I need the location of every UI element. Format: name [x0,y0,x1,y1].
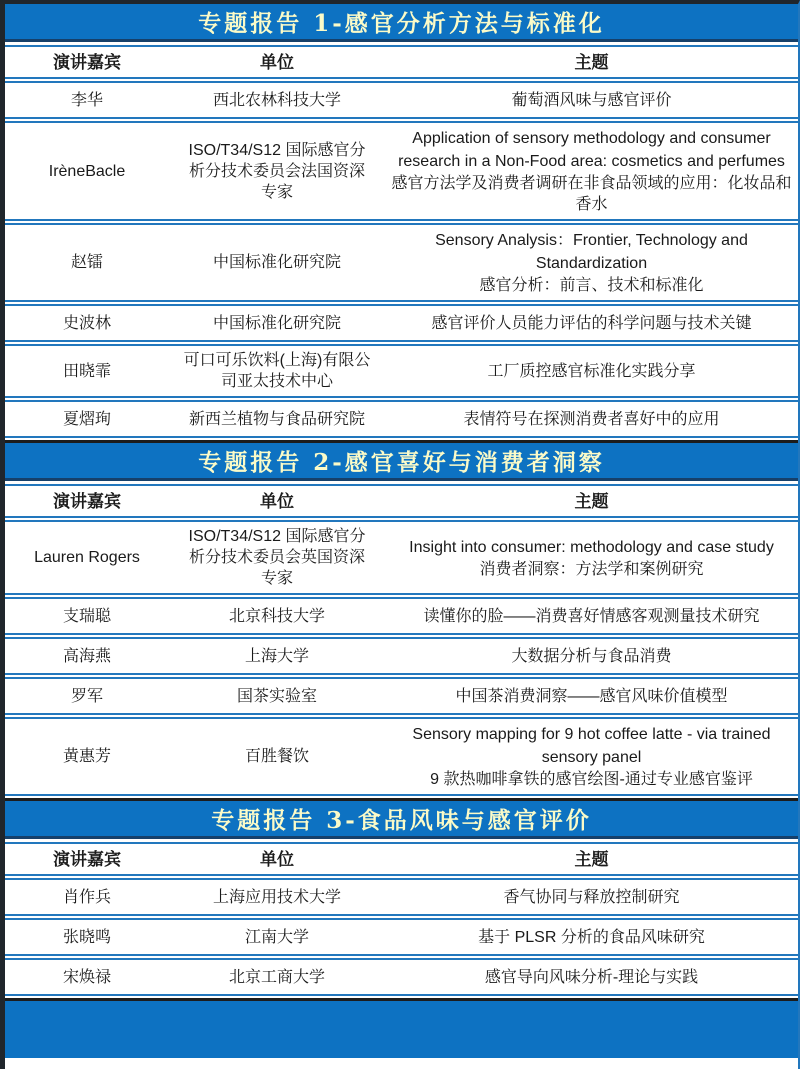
next-section-banner-cutoff [5,998,798,1058]
organization-name: 西北农林科技大学 [212,91,341,109]
organization-name: 新西兰植物与食品研究院 [188,410,365,428]
column-header-topic: 主题 [574,52,609,72]
organization-name: 国茶实验室 [236,687,317,705]
topic-text [389,723,794,790]
table-row [5,677,798,715]
column-header-speaker: 演讲嘉宾 [53,52,121,72]
topic-chinese: 工厂质控感官标准化实践分享 [487,362,696,380]
organization-cell [211,90,343,111]
speaker-name: 肖作兵 [62,888,111,906]
topic-cell [461,409,721,430]
speaker-name: 夏熠珣 [62,410,111,428]
topic-text [389,229,794,296]
speaker-name: IrèneBacle [48,162,126,180]
topic-english: Insight into consumer: methodology and case study [409,538,774,556]
topic-english: Application of sensory methodology and consumer research in a Non-Food area: cosmetics and perfumes [398,130,785,170]
organization-cell [211,313,343,334]
table-row [5,597,798,635]
table-row [5,223,798,302]
section-title-banner [5,798,798,839]
organization-name: 可口可乐饮料(上海)有限公司亚太技术中心 [183,352,371,390]
organization-name: 百胜餐饮 [244,748,309,765]
topic-text [423,606,759,627]
section-title-banner [5,4,798,42]
topic-text [463,409,719,430]
organization-cell [235,686,319,707]
report-section [5,4,798,438]
topic-chinese: 感官方法学及消费者调研在非食品领域的应用：化妆品和香水 [391,175,792,213]
report-section [5,440,798,796]
topic-chinese: 感官分析：前言、技术和标准化 [479,277,704,294]
column-header-org: 单位 [260,849,294,869]
sections-container [5,4,798,996]
speaker-name: 张晓鸣 [62,928,111,946]
organization-name: 中国标准化研究院 [212,314,341,332]
organization-cell [211,252,343,273]
organization-cell [243,746,311,767]
speaker-name: 罗军 [70,687,103,705]
topic-text [389,127,794,215]
organization-name: 上海应用技术大学 [212,888,341,906]
column-header-speaker: 演讲嘉宾 [53,491,121,511]
report-section [5,798,798,996]
topic-chinese: 消费者洞察：方法学和案例研究 [479,560,704,578]
table-row [5,81,798,119]
topic-text [409,536,774,580]
section-title: 专题报告 2-感官喜好与消费者洞察 [198,449,605,476]
topic-chinese: 大数据分析与食品消费 [511,647,672,665]
table-row [5,878,798,916]
topic-cell [485,361,697,382]
organization-name: ISO/T34/S12 国际感官分析分技术委员会法国资深专家 [188,141,366,201]
speaker-name: Lauren Rogers [34,549,140,566]
speaker-name: 赵镭 [70,254,103,271]
table-header-row [5,484,798,518]
topic-english: Sensory mapping for 9 hot coffee latte - via trained sensory panel [412,726,771,766]
section-title-banner [5,440,798,481]
topic-chinese: 9 款热咖啡拿铁的感官绘图-通过专业感官鉴评 [430,771,753,788]
speaker-name: 宋焕禄 [62,968,111,986]
organization-cell [227,606,327,627]
table-row [5,400,798,438]
organization-cell [180,140,374,203]
organization-cell [187,409,367,430]
column-header-topic: 主题 [574,491,609,511]
organization-name: 北京工商大学 [228,968,325,986]
topic-cell [483,967,700,988]
speaker-name: 黄惠芳 [62,748,111,765]
topic-text [511,90,671,111]
topic-english: Sensory Analysis：Frontier, Technology and Standardization [435,232,748,272]
topic-text [503,887,679,908]
organization-name: 北京科技大学 [228,607,325,625]
speaker-name: 史波林 [62,314,111,332]
topic-text [511,646,671,667]
topic-text [431,313,751,334]
table-row [5,918,798,956]
topic-text [487,361,695,382]
section-title: 专题报告 1-感官分析方法与标准化 [198,10,605,37]
speaker-name: 支瑞聪 [62,607,111,625]
table-row [5,958,798,996]
column-header-topic: 主题 [574,849,609,869]
organization-cell [180,350,374,392]
table-row [5,520,798,595]
topic-chinese: 中国茶消费洞察——感官风味价值模型 [455,687,728,705]
table-row [5,637,798,675]
topic-cell [429,313,753,334]
topic-chinese: 葡萄酒风味与感官评价 [511,91,672,109]
topic-chinese: 表情符号在探测消费者喜好中的应用 [463,410,720,428]
table-row [5,344,798,398]
topic-text [478,927,705,948]
topic-cell [407,536,776,580]
organization-name: 江南大学 [244,928,309,946]
topic-chinese: 感官导向风味分析-理论与实践 [484,968,699,986]
topic-cell [387,229,796,296]
organization-name: ISO/T34/S12 国际感官分析分技术委员会英国资深专家 [188,528,366,587]
column-header-org: 单位 [260,52,294,72]
topic-cell [387,723,796,790]
topic-text [455,686,727,707]
topic-chinese: 基于 PLSR 分析的食品风味研究 [478,928,705,946]
topic-chinese: 感官评价人员能力评估的科学问题与技术关键 [431,314,752,332]
topic-text [485,967,698,988]
speaker-name: 李华 [70,91,103,109]
topic-cell [453,686,729,707]
speaker-name: 田晓霏 [62,362,111,380]
column-header-speaker: 演讲嘉宾 [53,849,121,869]
organization-name: 中国标准化研究院 [212,254,341,271]
organization-cell [243,927,311,948]
organization-cell [180,526,374,589]
topic-cell [421,606,761,627]
organization-cell [243,646,311,667]
topic-cell [509,646,673,667]
topic-cell [476,927,707,948]
column-header-org: 单位 [260,491,294,511]
table-row [5,717,798,796]
organization-cell [227,967,327,988]
table-header-row [5,842,798,876]
speaker-name: 高海燕 [62,647,111,665]
organization-name: 上海大学 [244,647,309,665]
table-row [5,304,798,342]
topic-cell [509,90,673,111]
section-title: 专题报告 3-食品风味与感官评价 [211,807,592,834]
table-header-row [5,45,798,79]
topic-cell [387,127,796,215]
topic-chinese: 读懂你的脸——消费喜好情感客观测量技术研究 [423,607,760,625]
organization-cell [211,887,343,908]
topic-cell [501,887,681,908]
topic-chinese: 香气协同与释放控制研究 [503,888,680,906]
table-row [5,121,798,221]
